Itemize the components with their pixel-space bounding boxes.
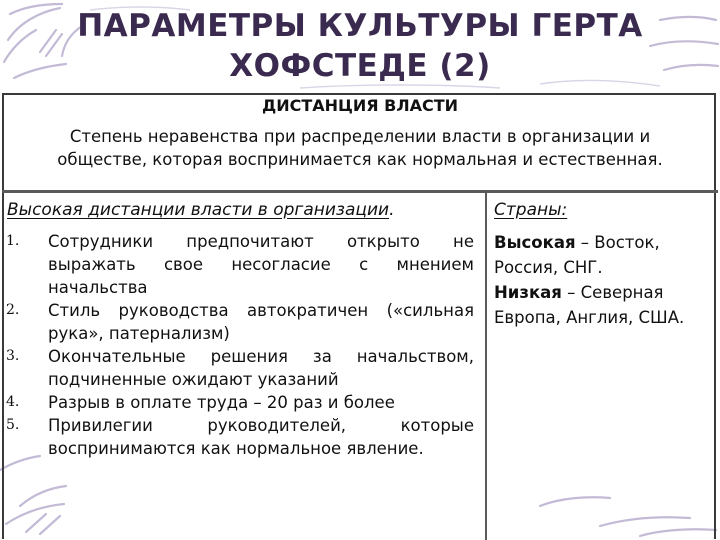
countries-text — [494, 230, 690, 330]
definition-line-2: обществе, которая воспринимается как нормальная и естественная. — [57, 150, 663, 169]
high-line-1 — [494, 230, 690, 255]
slide-title — [60, 6, 660, 86]
slide-title-line-2: ХОФСТЕДЕ (2) — [229, 48, 491, 84]
list-item-number: 2. — [6, 302, 20, 318]
list-item — [6, 230, 474, 299]
left-column-heading — [7, 200, 394, 220]
list-item — [6, 391, 474, 414]
list-item — [6, 414, 474, 460]
left-column-heading-dot: . — [389, 200, 395, 220]
list-item-number: 3. — [6, 348, 20, 364]
high-regions-2: Россия, СНГ. — [494, 258, 603, 277]
slide-title-line-1: ПАРАМЕТРЫ КУЛЬТУРЫ ГЕРТА — [77, 8, 643, 44]
list-item-number: 1. — [6, 233, 20, 249]
list-item-number: 5. — [6, 417, 20, 433]
list-item-text: Сотрудники предпочитают открыто не выражать свое несогласие с мнением начальства — [48, 232, 474, 297]
list-item — [6, 299, 474, 345]
list-item-text: Окончательные решения за начальством, подчиненные ожидают указаний — [48, 347, 474, 389]
low-line-1 — [494, 280, 690, 305]
list-item — [6, 345, 474, 391]
high-separator: – — [575, 233, 595, 252]
low-label: Низкая — [494, 283, 562, 302]
definition-line-1: Степень неравенства при распределении власти в организации и — [69, 127, 651, 146]
horizontal-divider — [2, 190, 718, 193]
low-regions-2: Европа, Англия, США. — [494, 308, 685, 327]
left-column-heading-text: Высокая дистанции власти в организации — [7, 200, 390, 220]
list-item-text: Стиль руководства автократичен («сильная рука», патернализм) — [48, 301, 474, 343]
definition-heading: ДИСТАНЦИЯ ВЛАСТИ — [261, 96, 459, 115]
definition-text — [20, 125, 700, 171]
list-item-text: Разрыв в оплате труда – 20 раз и более — [48, 393, 395, 412]
low-separator: – — [561, 283, 581, 302]
list-item-number: 4. — [6, 394, 20, 410]
high-label: Высокая — [494, 233, 576, 252]
vertical-divider — [485, 193, 487, 540]
low-regions-1: Северная — [580, 283, 664, 302]
list-item-text: Привилегии руководителей, которые воспринимаются как нормальное явление. — [48, 416, 474, 458]
characteristics-list — [6, 230, 474, 460]
countries-heading: Страны: — [494, 200, 568, 220]
high-regions-1: Восток, — [594, 233, 660, 252]
